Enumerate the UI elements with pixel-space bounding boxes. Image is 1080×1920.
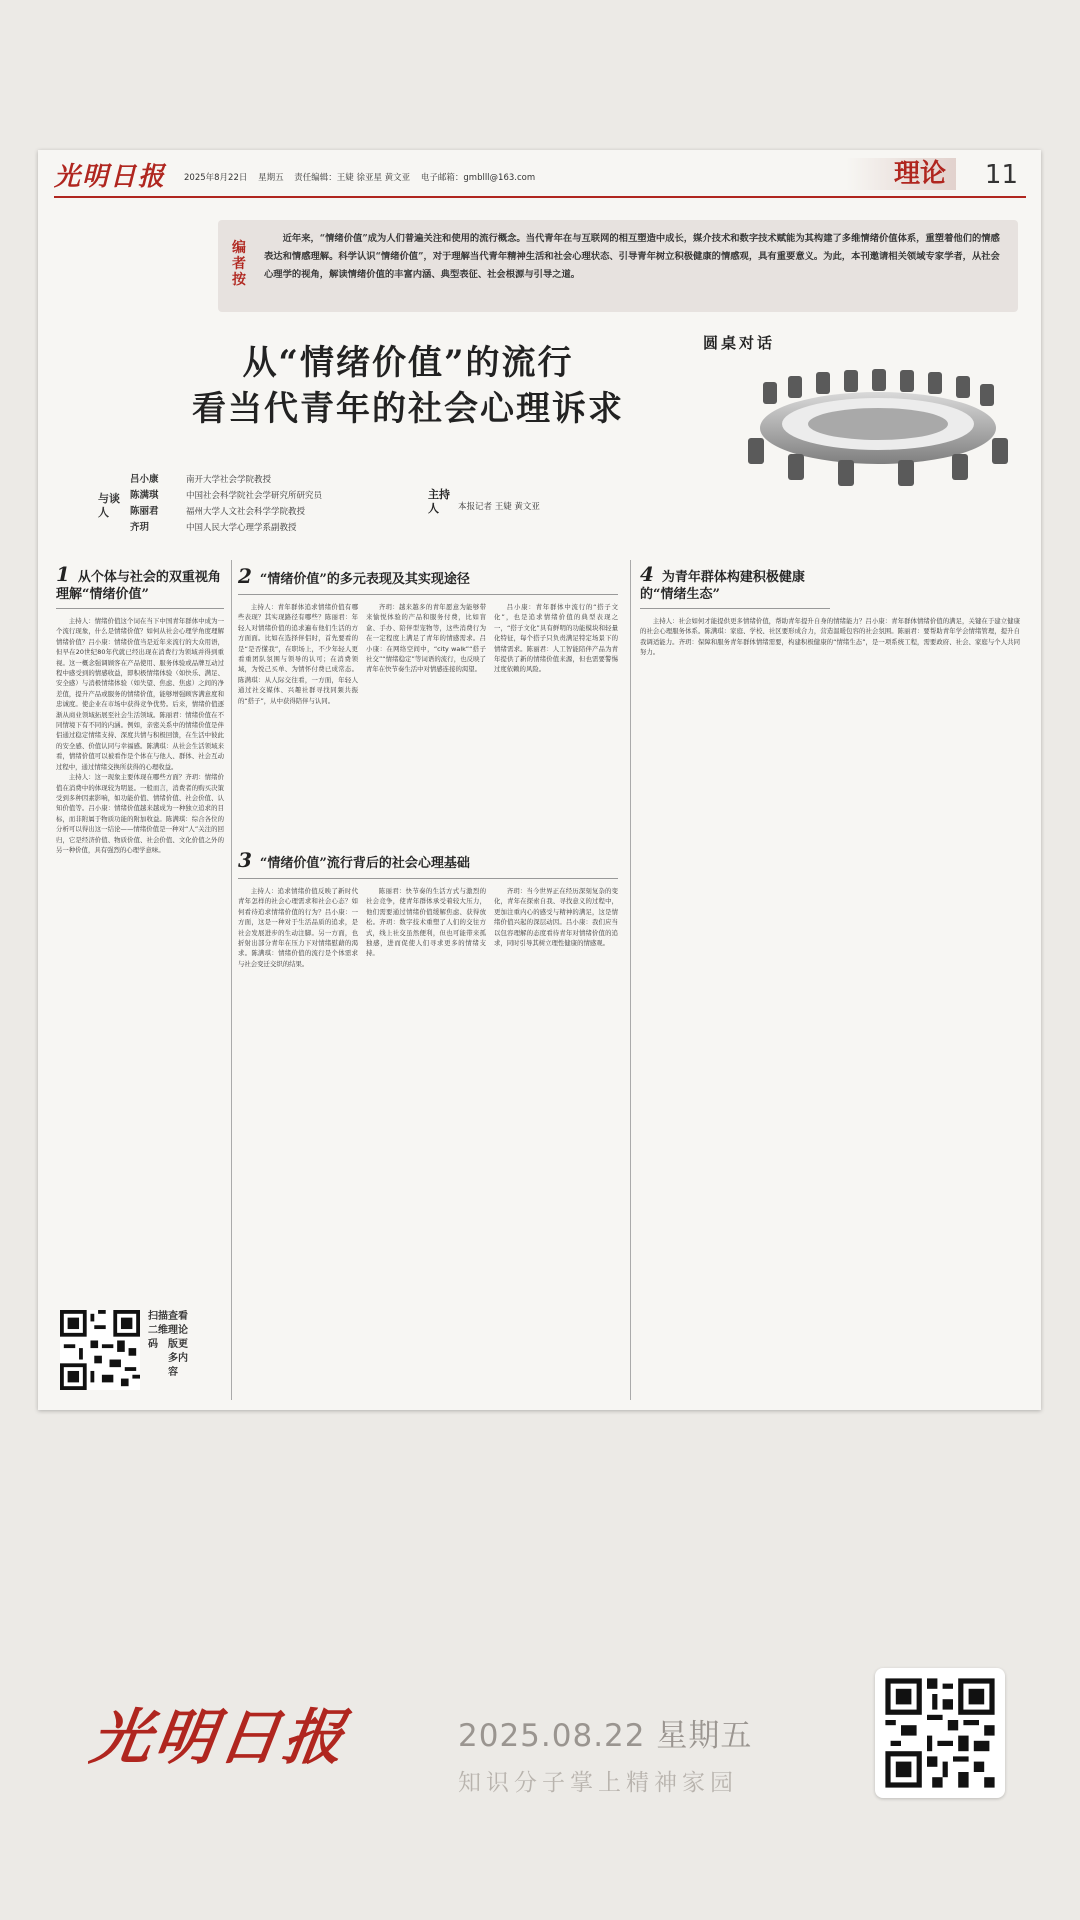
page-number: 11 <box>984 160 1018 190</box>
section-4-heading: 4 为青年群体构建积极健康的“情绪生态” <box>640 562 805 602</box>
footer-slogan: 知识分子掌上精神家园 <box>458 1770 738 1796</box>
participant-row: 陈满琪 中国社会科学院社会学研究所研究员 <box>130 490 323 501</box>
reporter-byline: 本报记者 王婕 黄文亚 <box>458 502 540 512</box>
participants-list <box>130 472 322 536</box>
section-2-text-col-3: 吕小康：青年群体中流行的“搭子文化”，也是追求情绪价值的典型表现之一，“搭子文化”具有鲜明的功能模块和轻量化特征，每个搭子只负责满足特定场景下的情绪需求。陈丽君：人工智能陪伴产品为青年提供了新的情绪价值来源，但也需要警惕过度依赖的风险。 <box>494 603 618 674</box>
section-1-heading: 1 从个体与社会的双重视角理解“情绪价值” <box>56 562 221 602</box>
headline-line-1: 从“情绪价值”的流行 <box>242 343 574 383</box>
participant-row: 陈丽君 福州大学人文社会科学学院教授 <box>130 506 306 517</box>
section-3-text-col-2: 陈丽君：快节奏的生活方式与激烈的社会竞争，使青年群体承受着较大压力，他们需要通过情绪价值缓解焦虑、获得放松。齐玥：数字技术重塑了人们的交往方式，线上社交虽然便利，但也可能带来孤独感，进而促使人们寻求更多的情绪支持。 <box>366 887 486 958</box>
qr-code-icon <box>875 1668 1005 1798</box>
participants-label: 与谈人 <box>98 492 120 519</box>
host-label: 主持人 <box>428 488 450 515</box>
column-divider <box>630 560 631 1400</box>
section-3-rule <box>238 878 618 879</box>
masthead-weekday: 星期五 <box>258 173 284 183</box>
section-2-text-col-1: 主持人：青年群体追求情绪价值有哪些表现？其实现路径有哪些？陈丽君：年轻人对情绪价值的追求遍布他们生活的方方面面。比如在选择伴侣时，首先要看的是“是否懂我”，在职场上，不少年轻人更看重团队氛围与领导的认可；在消费领域，为悦己买单、为情怀付费已成常态。陈满琪：从人际交往看，一方面，年轻人通过社交媒体、兴趣社群寻找同频共振的“搭子”，从中获得陪伴与认同。 <box>238 603 358 705</box>
section-2-rule <box>238 594 618 595</box>
column-divider <box>231 560 232 1400</box>
editor-note-text: 近年来，“情绪价值”成为人们普遍关注和使用的流行概念。当代青年在与互联网的相互塑造中成长，媒介技术和数字技术赋能为其构建了多维情绪价值体系，重塑着他们的情感表达和情感理解。科学认识“情绪价值”，对于理解当代青年精神生活和社会心理状态、引导青年树立积极健康的情感观，具有重要意义。为此，本刊邀请相关领域专家学者，从社会心理学的视角，解读情绪价值的丰富内涵、典型表征、社会根源与引导之道。 <box>264 233 1000 280</box>
section-2-text-col-2: 齐玥：越来越多的青年愿意为能够带来愉悦体验的产品和服务付费，比如盲盒、手办、陪伴型宠物等，这些消费行为在一定程度上满足了青年的情感需求。吕小康：在网络空间中，“city walk”“搭子社交”“情绪稳定”等词语的流行，也反映了青年在快节奏生活中对情感连接的渴望。 <box>366 603 486 674</box>
editor-note-label: 编者按 <box>232 240 246 288</box>
headline-line-2: 看当代青年的社会心理诉求 <box>192 389 624 429</box>
section-2-heading: 2 “情绪价值”的多元表现及其实现途径 <box>238 564 470 588</box>
section-1-text: 主持人：情绪价值这个词在当下中国青年群体中成为一个流行现象，什么是情绪价值？如何从社会心理学角度理解情绪价值？吕小康：情绪价值当是近年来流行的大众用语，但早在20世纪80年代就已经出现在消费行为领域并得到重视。这一概念强调顾客在产品使用、服务体验或品牌互动过程中感受到的情感收益，即积极情绪体验（如快乐、满足、安全感）与消极情绪体验（如失望、焦虑、焦虑）之间的净差值，提升产品或服务的情绪价值，能够增强顾客满意度和忠诚度。使企业在市场中获得竞争优势。后来，情绪价值逐渐从商业领域拓展至社会生活领域。陈丽君：情绪价值在不同情境下有不同的内涵。例如，亲密关系中的情绪价值是伴侣通过稳定情绪支持、深度共情与积极回馈，在生活中彼此的安全感、价值认同与幸福感。陈满琪：从社会生活领域来看，情绪价值可以被看作是个体在与他人、群体、社会互动过程中，通过情绪交换所获得的心理收益。 主持人：这一现象主要体现在哪些方面？齐玥：情绪价值在消费中的体现较为明显。一般而言，消费者的购买决策受到多种因素影响，如功能价值、情绪价值、社会价值、认知价值等。吕小康：情绪价值越来越成为一种独立追求的目标，而非附属于物质功能的附加收益。陈满琪：综合各位的分析可以得出这一结论——情绪价值是一种对“人”关注的回归，它是经济价值、物质价值、社会价值、文化价值之外的另一种价值，具有强烈的心理学意味。 <box>56 617 224 854</box>
footer-date: 2025.08.22 星期五 <box>458 1718 753 1754</box>
section-3-text-col-3: 齐玥：当今世界正在经历深刻复杂的变化，青年在探索自我、寻找意义的过程中，更加注重内心的感受与精神的满足，这是情绪价值兴起的深层动因。吕小康：我们应当以包容理解的态度看待青年对情绪价值的追求，同时引导其树立理性健康的情感观。 <box>494 887 618 948</box>
roundtable-illustration <box>668 320 1028 490</box>
masthead-info <box>184 171 543 183</box>
masthead-editors: 责任编辑：王婕 徐亚星 黄文亚 <box>294 173 411 183</box>
qr-code-small-icon[interactable] <box>60 1310 140 1390</box>
participant-row: 吕小康 南开大学社会学院教授 <box>130 474 272 485</box>
section-1-rule <box>56 608 224 609</box>
qr-caption-line-2: 查看理论版更多内容 <box>168 1311 188 1378</box>
section-badge: 理论 <box>846 158 956 190</box>
section-3-text-col-1: 主持人：追求情绪价值反映了新时代青年怎样的社会心理需求和社会心态？如何看待追求情绪价值的行为？吕小康：一方面，这是一种对于生活品质的追求，是社会发展进步的生动注脚。另一方面，也折射出部分青年在压力下对情绪慰藉的渴求。陈满琪：情绪价值的流行是个体需求与社会变迁交织的结果。 <box>238 887 358 968</box>
masthead-logo: 光明日报 <box>54 162 167 192</box>
masthead-email: 电子邮箱：gmblll@163.com <box>420 173 536 183</box>
participant-row: 齐玥 中国人民大学心理学系副教授 <box>130 522 297 533</box>
participants-block <box>98 470 658 550</box>
footer-logo: 光明日报 <box>86 1703 353 1773</box>
qr-caption-line-1: 扫描二维码 <box>148 1311 168 1350</box>
section-4-text: 主持人：社会如何才能提供更多情绪价值，帮助青年提升自身的情绪能力？吕小康：青年群体情绪价值的满足，关键在于建立健康的社会心理服务体系。陈满琪：家庭、学校、社区要形成合力，营造温暖包容的社会氛围。陈丽君：要帮助青年学会情绪管理，提升自我调适能力。齐玥：保障和服务青年群体情绪需要，构建积极健康的“情绪生态”，是一项系统工程，需要政府、社会、家庭与个人共同努力。 <box>640 617 1020 657</box>
page-masthead <box>54 150 1026 198</box>
roundtable-label: 圆桌对话 <box>703 334 776 352</box>
headline <box>148 340 668 432</box>
qr-code-large[interactable] <box>875 1668 1005 1798</box>
section-4-rule <box>640 608 830 609</box>
editor-note <box>218 220 1018 312</box>
section-3-heading: 3 “情绪价值”流行背后的社会心理基础 <box>238 848 470 872</box>
newspaper-page <box>38 150 1041 1410</box>
masthead-date: 2025年8月22日 <box>184 173 248 183</box>
